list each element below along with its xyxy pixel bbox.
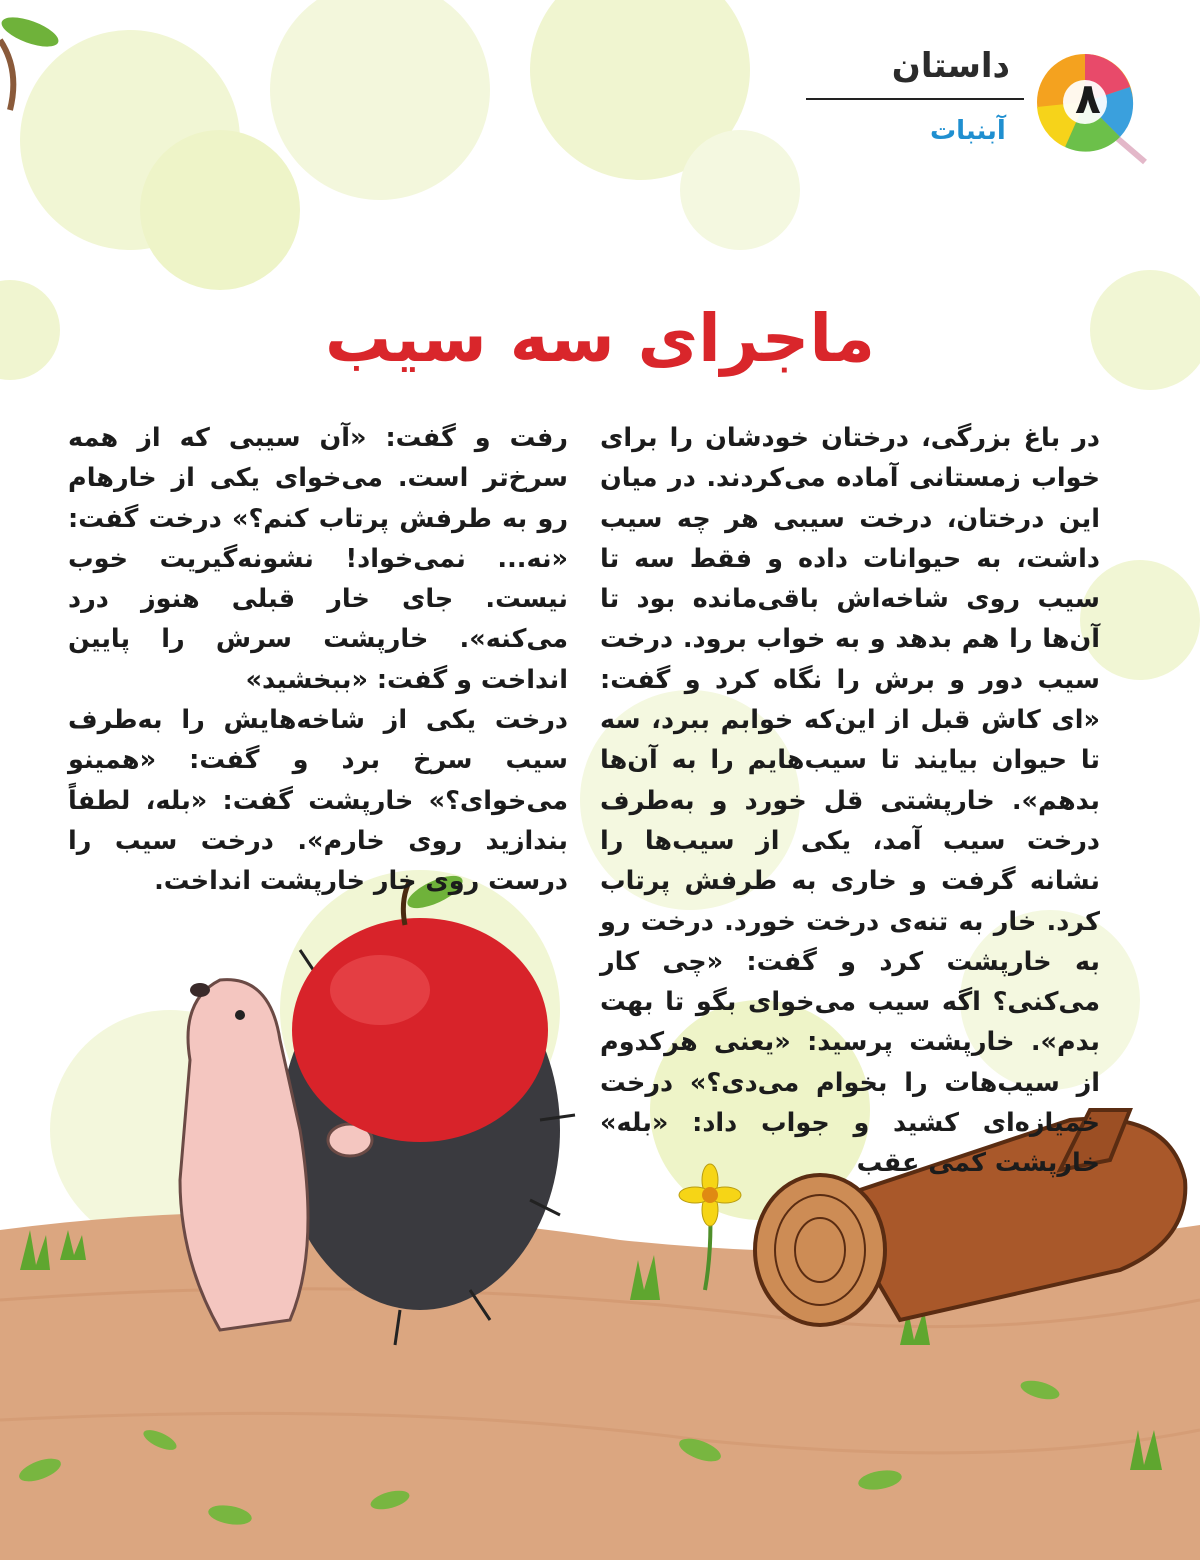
paragraph: رفت و گفت: «آن سیبی که از همه سرخ‌تر است. می‌خوای یکی از خارهام رو به طرفش پرتاب کنم؟» درخت گفت: «نه... نمی‌خواد! نشونه‌گیریت خوب نیست. جای خار قبلی هنوز درد می‌کنه». خارپشت سرش را پایین انداخت و گفت: «ببخشید» — [68, 423, 568, 695]
section-label: داستان — [891, 46, 1010, 86]
page-number: ۸ — [1075, 74, 1101, 123]
paragraph: درخت یکی از شاخه‌هایش را به‌طرف سیب سرخ برد و گفت: «همینو می‌خوای؟» خارپشت گفت: «بله، لطفاً بندازید روی خارم». درخت سیب را درست روی خار خارپشت انداخت. — [68, 705, 568, 897]
magazine-logo: آبنبات — [930, 116, 1006, 146]
story-title: ماجرای سه سیب — [325, 300, 875, 377]
section-rule — [806, 98, 1024, 100]
text-column-left — [68, 418, 568, 902]
paragraph: در باغ بزرگی، درختان خودشان را برای خواب زمستانی آماده می‌کردند. در میان این درختان، درخت سیبی هر چه سیب داشت، به حیوانات داده و فقط سه تا سیب روی شاخه‌اش باقی‌مانده بود تا آن‌ها را هم بدهد و به خواب برود. درخت سیب دور و برش را نگاه کرد و گفت: «ای کاش قبل از این‌که خوابم ببرد، سه تا حیوان بیایند تا سیب‌هایم را به آن‌ها بدهم». خارپشتی قل خورد و به‌طرف درخت سیب آمد، یکی از سیب‌ها را نشانه گرفت و خاری به طرفش پرتاب کرد. خار به تنه‌ی درخت خورد. درخت رو به خارپشت کرد و گفت: «چی کار می‌کنی؟ اگه سیب می‌خوای بگو تا بهت بدم». خارپشت پرسید: «یعنی هرکدوم از سیب‌هات را بخوام می‌دی؟» درخت خمیازه‌ای کشید و جواب داد: «بله» خارپشت کمی عقب — [600, 423, 1100, 1179]
text-column-right — [600, 418, 1100, 1184]
